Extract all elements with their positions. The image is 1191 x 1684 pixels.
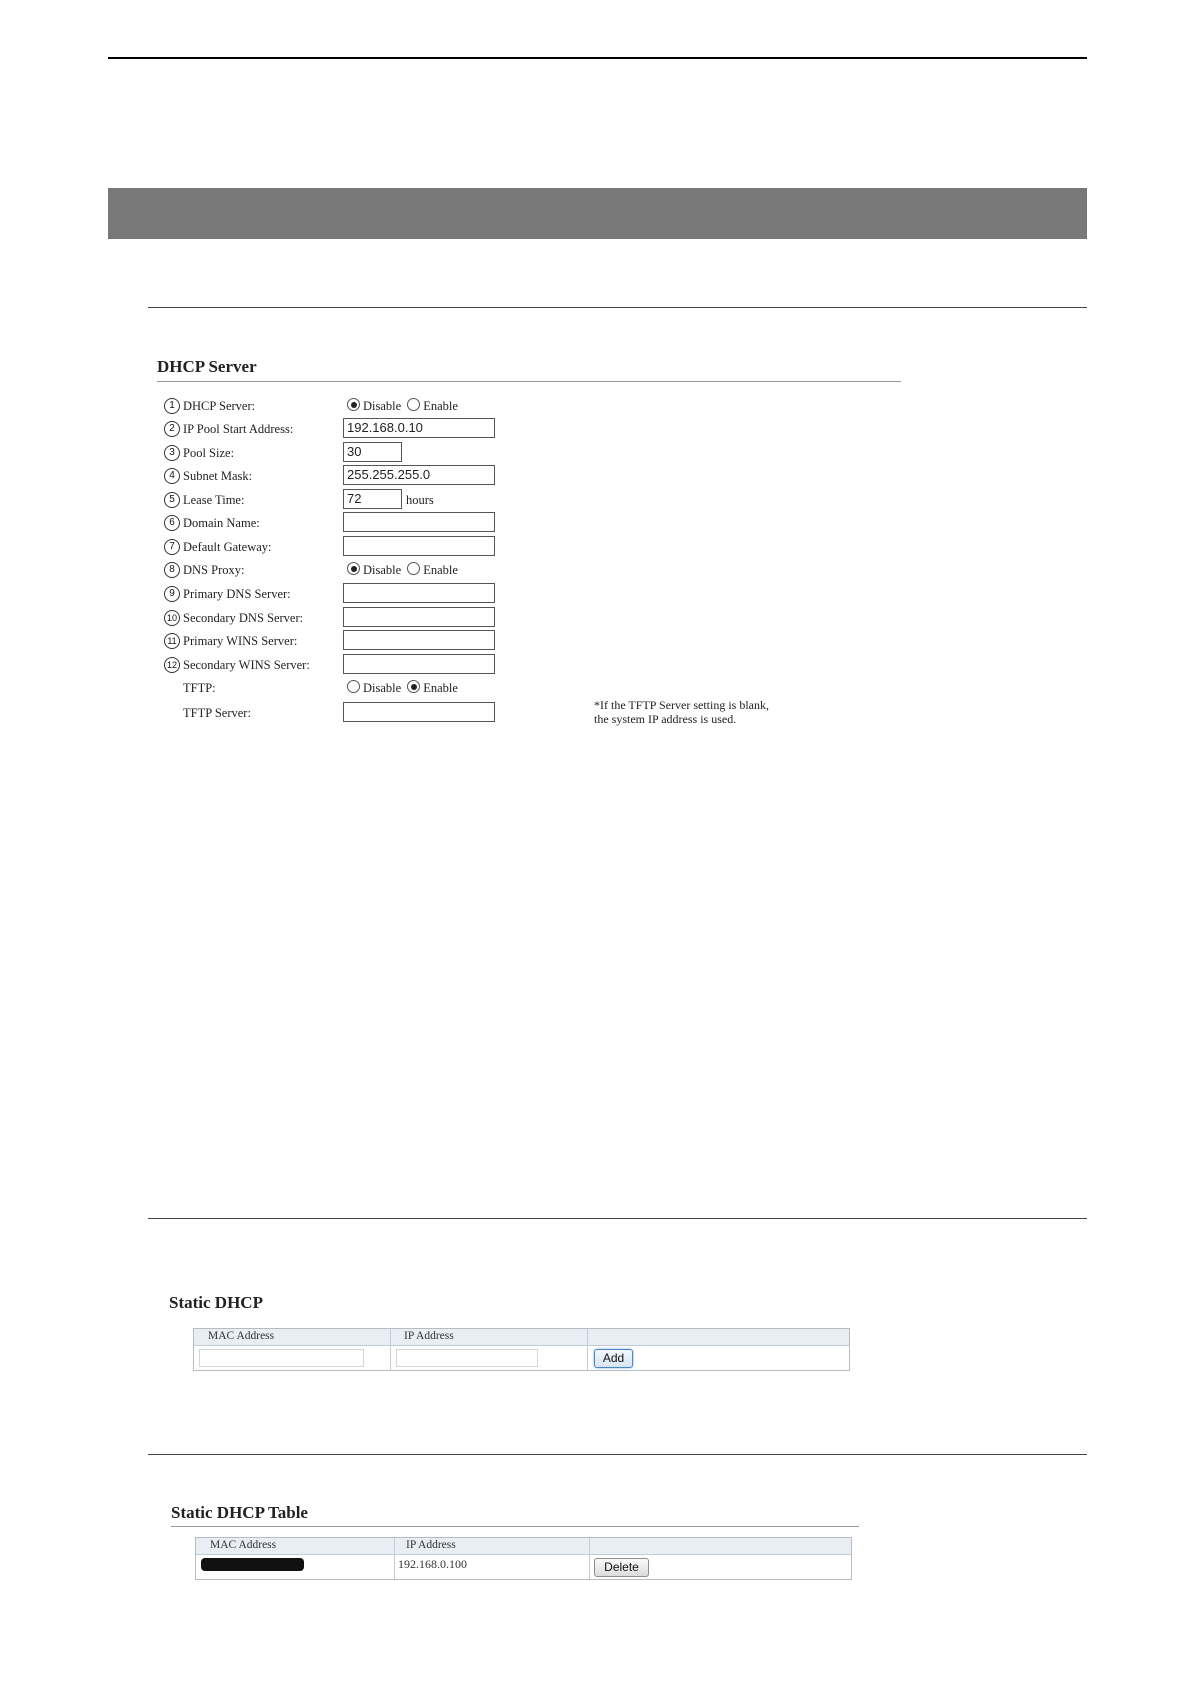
unit-label: hours xyxy=(406,493,434,507)
redacted-mac-address xyxy=(201,1558,304,1571)
text-input[interactable] xyxy=(343,512,495,532)
field-label: Domain Name: xyxy=(183,516,260,530)
form-row xyxy=(164,559,884,581)
form-row xyxy=(164,512,884,534)
text-input[interactable]: 255.255.255.0 xyxy=(343,465,495,485)
section-divider xyxy=(148,307,1087,308)
field-label: Subnet Mask: xyxy=(183,469,253,483)
text-input[interactable] xyxy=(343,654,495,674)
field-label: Primary DNS Server: xyxy=(183,587,291,601)
radio-label: Enable xyxy=(423,563,458,577)
ip-address-input[interactable] xyxy=(396,1349,538,1367)
text-input[interactable] xyxy=(343,583,495,603)
section-divider xyxy=(148,1218,1087,1219)
radio-option-disable[interactable] xyxy=(347,398,401,414)
item-number-badge: 8 xyxy=(164,562,180,578)
field-label: Default Gateway: xyxy=(183,540,272,554)
dhcp-server-title: DHCP Server xyxy=(157,357,257,376)
static-dhcp-title: Static DHCP xyxy=(169,1293,263,1312)
radio-button[interactable] xyxy=(347,398,360,411)
item-number-badge: 10 xyxy=(164,610,180,626)
static-dhcp-form xyxy=(193,1328,850,1371)
radio-button[interactable] xyxy=(347,562,360,575)
radio-button[interactable] xyxy=(407,562,420,575)
column-divider xyxy=(394,1538,395,1579)
item-number-badge: 9 xyxy=(164,586,180,602)
field-label: DNS Proxy: xyxy=(183,563,245,577)
radio-group xyxy=(347,680,464,696)
item-number-badge: 11 xyxy=(164,633,180,649)
tftp-note-line1: *If the TFTP Server setting is blank, xyxy=(594,698,769,712)
mac-address-input[interactable] xyxy=(199,1349,364,1367)
radio-button[interactable] xyxy=(407,398,420,411)
field-label: DHCP Server: xyxy=(183,399,256,413)
static-dhcp-table-title-rule xyxy=(171,1526,859,1527)
radio-label: Disable xyxy=(363,399,402,413)
item-number-badge: 2 xyxy=(164,421,180,437)
radio-group xyxy=(347,398,464,414)
field-label: Primary WINS Server: xyxy=(183,634,298,648)
add-button[interactable]: Add xyxy=(594,1349,633,1368)
delete-button[interactable]: Delete xyxy=(594,1558,649,1577)
item-number-badge: 12 xyxy=(164,657,180,673)
form-row xyxy=(164,536,884,558)
radio-option-enable[interactable] xyxy=(407,562,458,578)
field-label: Pool Size: xyxy=(183,446,235,460)
item-number-badge: 5 xyxy=(164,492,180,508)
form-row xyxy=(164,583,884,605)
column-divider xyxy=(390,1329,391,1370)
text-input[interactable] xyxy=(343,536,495,556)
form-row xyxy=(164,607,884,629)
text-input[interactable] xyxy=(343,630,495,650)
section-header-bar xyxy=(108,188,1087,239)
field-label: Secondary DNS Server: xyxy=(183,611,304,625)
form-row xyxy=(164,395,884,417)
form-row xyxy=(164,418,884,440)
table-header xyxy=(196,1538,851,1555)
text-input[interactable]: 72 xyxy=(343,489,402,509)
radio-button[interactable] xyxy=(347,680,360,693)
text-input[interactable] xyxy=(343,702,495,722)
radio-label: Disable xyxy=(363,681,402,695)
form-row xyxy=(164,442,884,464)
radio-option-enable[interactable] xyxy=(407,398,458,414)
form-row xyxy=(164,702,884,724)
field-label: Lease Time: xyxy=(183,493,245,507)
radio-option-disable[interactable] xyxy=(347,680,401,696)
static-dhcp-table-title: Static DHCP Table xyxy=(171,1503,308,1522)
radio-button[interactable] xyxy=(407,680,420,693)
radio-option-disable[interactable] xyxy=(347,562,401,578)
radio-label: Disable xyxy=(363,563,402,577)
form-row xyxy=(164,465,884,487)
top-rule xyxy=(108,57,1087,59)
radio-option-enable[interactable] xyxy=(407,680,458,696)
form-row xyxy=(164,677,884,699)
radio-label: Enable xyxy=(423,399,458,413)
radio-group xyxy=(347,562,464,578)
table-header xyxy=(194,1329,849,1346)
item-number-badge: 4 xyxy=(164,468,180,484)
column-divider xyxy=(589,1538,590,1579)
column-divider xyxy=(587,1329,588,1370)
item-number-badge: 1 xyxy=(164,398,180,414)
dhcp-server-title-rule xyxy=(157,381,901,382)
tftp-note-line2: the system IP address is used. xyxy=(594,712,737,726)
text-input[interactable] xyxy=(343,607,495,627)
field-label: IP Pool Start Address: xyxy=(183,422,294,436)
text-input[interactable]: 30 xyxy=(343,442,402,462)
static-dhcp-table xyxy=(195,1537,852,1580)
item-number-badge: 6 xyxy=(164,515,180,531)
tftp-note xyxy=(594,698,769,726)
radio-label: Enable xyxy=(423,681,458,695)
field-label: Secondary WINS Server: xyxy=(183,658,310,672)
field-label: TFTP: xyxy=(183,681,216,695)
form-row xyxy=(164,630,884,652)
ip-address-header: IP Address xyxy=(404,1330,454,1342)
section-divider xyxy=(148,1454,1087,1455)
form-row xyxy=(164,489,884,511)
static-entry-ip: 192.168.0.100 xyxy=(398,1557,467,1571)
ip-address-header: IP Address xyxy=(406,1539,456,1551)
item-number-badge: 7 xyxy=(164,539,180,555)
form-row xyxy=(164,654,884,676)
text-input[interactable]: 192.168.0.10 xyxy=(343,418,495,438)
mac-address-header: MAC Address xyxy=(210,1539,277,1551)
item-number-badge: 3 xyxy=(164,445,180,461)
field-label: TFTP Server: xyxy=(183,706,251,720)
mac-address-header: MAC Address xyxy=(208,1330,275,1342)
